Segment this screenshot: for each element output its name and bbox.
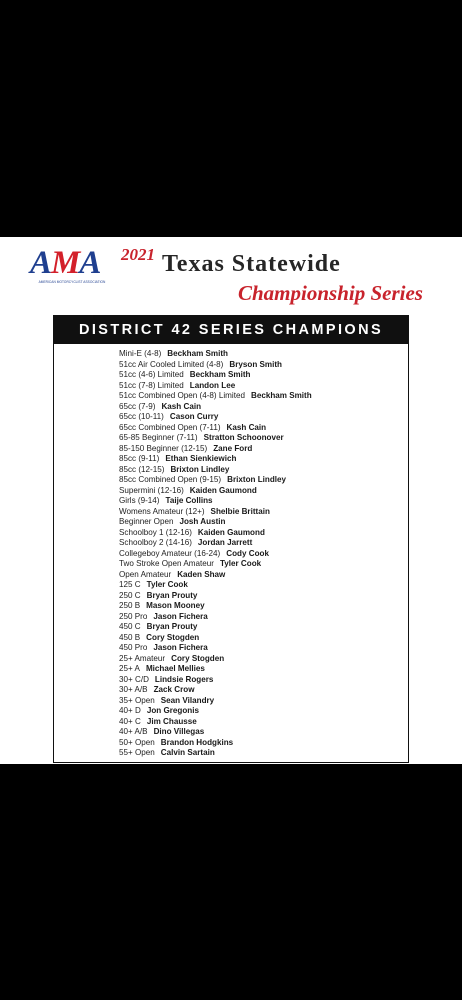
list-item bbox=[119, 748, 312, 759]
champion-name: Shelbie Brittain bbox=[210, 506, 270, 516]
champion-name: Beckham Smith bbox=[189, 370, 251, 379]
champion-name: Cody Cook bbox=[226, 548, 269, 558]
champion-name: Lindsie Rogers bbox=[154, 674, 214, 684]
champion-name: Calvin Sartain bbox=[160, 748, 215, 757]
list-item bbox=[119, 360, 312, 371]
list-item bbox=[119, 664, 312, 675]
list-item bbox=[119, 475, 312, 486]
list-item bbox=[119, 706, 312, 717]
list-item bbox=[119, 349, 312, 360]
list-item bbox=[119, 580, 312, 591]
champion-name: Jordan Jarrett bbox=[197, 538, 253, 547]
class-name: 51cc Combined Open (4-8) Limited bbox=[119, 391, 245, 400]
class-name: 51cc (7-8) Limited bbox=[119, 380, 184, 390]
champion-name: Bryson Smith bbox=[229, 359, 282, 369]
class-name: 85cc Combined Open (9-15) bbox=[119, 475, 222, 484]
class-name: 40+ C bbox=[119, 716, 141, 726]
champion-name: Bryan Prouty bbox=[146, 622, 198, 631]
champion-name: Brixton Lindley bbox=[170, 464, 230, 474]
champion-name: Zack Crow bbox=[153, 685, 195, 694]
champion-name: Jim Chausse bbox=[146, 716, 197, 726]
series-subtitle: Championship Series bbox=[238, 281, 423, 305]
champion-name: Bryan Prouty bbox=[146, 590, 198, 600]
class-name: 65cc Combined Open (7-11) bbox=[119, 422, 221, 432]
list-item bbox=[119, 496, 312, 507]
list-item bbox=[119, 559, 312, 570]
list-item bbox=[119, 444, 312, 455]
champion-name: Cory Stogden bbox=[146, 632, 200, 642]
list-item bbox=[119, 391, 312, 402]
list-item bbox=[119, 465, 312, 476]
champion-name: Taije Collins bbox=[165, 496, 213, 505]
class-name: 250 C bbox=[119, 590, 141, 600]
champion-name: Tyler Cook bbox=[219, 559, 262, 568]
champion-name: Jason Fichera bbox=[153, 611, 208, 621]
champion-name: Jon Gregonis bbox=[146, 706, 199, 715]
class-name: Open Amateur bbox=[119, 569, 172, 579]
champion-name: Michael Mellies bbox=[145, 664, 205, 673]
list-item bbox=[119, 622, 312, 633]
class-name: Womens Amateur (12+) bbox=[119, 506, 205, 516]
list-item bbox=[119, 570, 312, 581]
list-item bbox=[119, 528, 312, 539]
champion-name: Kash Cain bbox=[226, 422, 267, 432]
list-item bbox=[119, 601, 312, 612]
list-item bbox=[119, 370, 312, 381]
class-name: 65cc (7-9) bbox=[119, 401, 156, 411]
class-name: 30+ C/D bbox=[119, 674, 149, 684]
class-name: Mini-E (4-8) bbox=[119, 349, 162, 358]
class-name: Girls (9-14) bbox=[119, 496, 160, 505]
champion-name: Brandon Hodgkins bbox=[160, 737, 234, 747]
class-name: 450 B bbox=[119, 632, 141, 642]
ama-logo bbox=[30, 247, 112, 283]
list-item bbox=[119, 654, 312, 665]
class-name: 40+ D bbox=[119, 706, 141, 715]
list-item bbox=[119, 433, 312, 444]
class-name: 50+ Open bbox=[119, 737, 155, 747]
class-name: Schoolboy 2 (14-16) bbox=[119, 538, 192, 547]
class-name: 65cc (10-11) bbox=[119, 412, 164, 421]
list-item bbox=[119, 538, 312, 549]
champion-name: Tyler Cook bbox=[146, 580, 188, 589]
class-name: 51cc (4-6) Limited bbox=[119, 370, 184, 379]
champion-name: Zane Ford bbox=[213, 443, 253, 453]
class-name: Beginner Open bbox=[119, 517, 174, 526]
list-item bbox=[119, 454, 312, 465]
class-name: 25+ A bbox=[119, 664, 140, 673]
list-item bbox=[119, 381, 312, 392]
series-title: Texas Statewide bbox=[162, 251, 341, 277]
class-name: 51cc Air Cooled Limited (4-8) bbox=[119, 359, 224, 369]
list-item bbox=[119, 412, 312, 423]
list-item bbox=[119, 675, 312, 686]
champion-name: Beckham Smith bbox=[250, 391, 312, 400]
champion-name: Beckham Smith bbox=[167, 349, 229, 358]
champion-name: Cason Curry bbox=[169, 412, 219, 421]
class-name: 85cc (9-11) bbox=[119, 454, 160, 463]
class-name: 30+ A/B bbox=[119, 685, 148, 694]
champion-name: Josh Austin bbox=[179, 517, 226, 526]
class-name: 250 Pro bbox=[119, 611, 148, 621]
list-item bbox=[119, 633, 312, 644]
ama-logo-subtext: AMERICAN MOTORCYCLIST ASSOCIATION bbox=[38, 280, 106, 284]
class-name: 85-150 Beginner (12-15) bbox=[119, 443, 208, 453]
class-name: 450 Pro bbox=[119, 643, 148, 652]
list-item bbox=[119, 486, 312, 497]
class-name: 450 C bbox=[119, 622, 141, 631]
champion-name: Ethan Sienkiewich bbox=[165, 454, 237, 463]
list-item bbox=[119, 591, 312, 602]
list-item bbox=[119, 402, 312, 413]
class-name: 35+ Open bbox=[119, 695, 155, 705]
champion-name: Brixton Lindley bbox=[227, 475, 287, 484]
class-name: Collegeboy Amateur (16-24) bbox=[119, 548, 221, 558]
list-item bbox=[119, 643, 312, 654]
champion-name: Jason Fichera bbox=[153, 643, 208, 652]
list-item bbox=[119, 727, 312, 738]
class-name: 85cc (12-15) bbox=[119, 464, 165, 474]
class-name: 65-85 Beginner (7-11) bbox=[119, 433, 198, 442]
list-item bbox=[119, 738, 312, 749]
champion-name: Mason Mooney bbox=[146, 601, 205, 610]
class-name: Schoolboy 1 (12-16) bbox=[119, 527, 192, 537]
champion-name: Kaiden Gaumond bbox=[197, 527, 265, 537]
list-item bbox=[119, 612, 312, 623]
panel-heading: DISTRICT 42 SERIES CHAMPIONS bbox=[54, 316, 408, 344]
list-item bbox=[119, 517, 312, 528]
list-item bbox=[119, 685, 312, 696]
season-year: 2021 bbox=[121, 245, 155, 264]
list-item bbox=[119, 423, 312, 434]
class-name: Supermini (12-16) bbox=[119, 485, 184, 495]
champion-name: Kaiden Gaumond bbox=[189, 485, 257, 495]
champions-panel bbox=[53, 315, 409, 763]
champion-name: Stratton Schoonover bbox=[203, 433, 284, 442]
champions-list bbox=[119, 349, 312, 759]
list-item bbox=[119, 507, 312, 518]
list-item bbox=[119, 549, 312, 560]
class-name: 25+ Amateur bbox=[119, 653, 166, 663]
list-item bbox=[119, 717, 312, 728]
champions-flyer bbox=[0, 237, 462, 764]
class-name: 125 C bbox=[119, 580, 141, 589]
class-name: Two Stroke Open Amateur bbox=[119, 559, 214, 568]
champion-name: Sean Vilandry bbox=[160, 695, 215, 705]
class-name: 250 B bbox=[119, 601, 141, 610]
champion-name: Cory Stogden bbox=[171, 653, 225, 663]
ama-logo-text: AMA bbox=[30, 245, 101, 281]
champion-name: Dino Villegas bbox=[153, 727, 205, 736]
list-item bbox=[119, 696, 312, 707]
champion-name: Landon Lee bbox=[189, 380, 236, 390]
class-name: 55+ Open bbox=[119, 748, 155, 757]
champion-name: Kaden Shaw bbox=[177, 569, 226, 579]
class-name: 40+ A/B bbox=[119, 727, 148, 736]
champion-name: Kash Cain bbox=[161, 401, 202, 411]
